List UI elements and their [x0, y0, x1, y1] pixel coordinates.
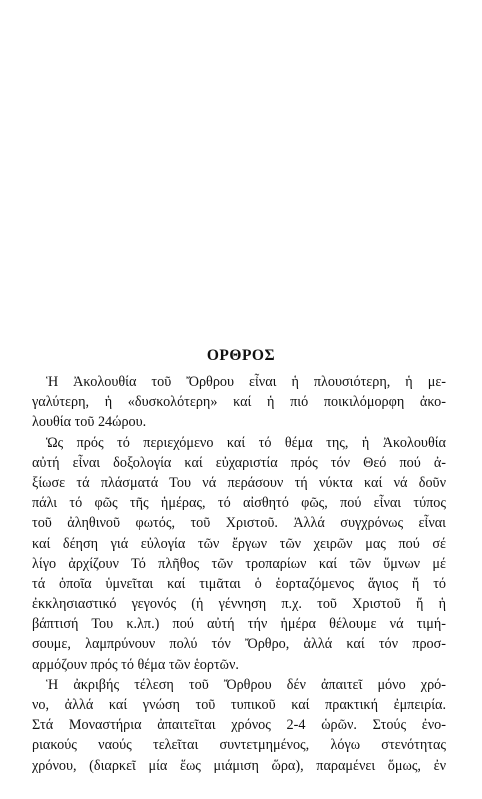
text-line: σουμε, λαμπρύνουν πολύ τόν Ὄρθρο, ἀλλά καί τόν προσ- [32, 636, 446, 653]
text-line: νο, ἀλλά καί γνώση τοῦ τυπικοῦ καί πρακτική ἐμπειρία. [32, 697, 446, 713]
text-line: τοῦ ἀληθινοῦ φωτός, τοῦ Χριστοῦ. Ἀλλά συγχρόνως εἶναι [32, 515, 446, 532]
text-line: βάπτισή Του κ.λπ.) πού αὐτή τήν ἡμέρα θέλουμε νά τιμή- [32, 616, 446, 633]
text-line: καί δέηση γιά εὐλογία τῶν ἔργων τῶν χειρῶν μας πού σέ [32, 535, 446, 552]
text-line: γαλύτερη, ἡ «δυσκολότερη» καί ἡ πιό ποικιλόμορφη ἀκο- [32, 394, 446, 411]
body-text [32, 372, 446, 776]
text-line: ξίωσε τά πλάσματά Του νά περάσουν τή νύκτα καί νά δοῦν [32, 474, 446, 491]
text-line: Στά Μοναστήρια ἀπαιτεῖται χρόνος 2-4 ὡρῶν. Στούς ἐνο- [32, 717, 446, 734]
text-line: ριακούς ναούς τελεῖται συντετμημένος, λόγω στενότητας [32, 737, 446, 754]
text-line: αὐτή εἶναι δοξολογία καί εὐχαριστία πρός τόν Θεό πού ἀ- [32, 454, 446, 471]
text-line: Ἡ Ἀκολουθία τοῦ Ὄρθρου εἶναι ἡ πλουσιότερη, ἡ με- [46, 374, 446, 390]
chapter-title: ΟΡΘΡΟΣ [206, 347, 276, 364]
text-line: τά ὁποῖα ὑμνεῖται καί τιμᾶται ὁ ἑορταζόμενος ἅγιος ἤ τό [32, 575, 446, 592]
text-line: λουθία τοῦ 24ώρου. [32, 414, 147, 431]
text-line: Ὡς πρός τό περιεχόμενο καί τό θέμα της, ἡ Ἀκολουθία [46, 434, 446, 451]
text-line: ἐκκλησιαστικό γεγονός (ἡ γέννηση π.χ. τοῦ Χριστοῦ ἤ ἡ [32, 596, 446, 613]
text-line: Ἡ ἀκριβής τέλεση τοῦ Ὄρθρου δέν ἀπαιτεῖ μόνο χρό- [46, 676, 446, 693]
text-line: πάλι τό φῶς τῆς ἡμέρας, τό αἰσθητό φῶς, πού εἶναι τύπος [32, 495, 446, 512]
text-line: λίγο ἀρχίζουν Τό πλῆθος τῶν τροπαρίων καί τῶν ὕμνων μέ [32, 555, 446, 572]
text-line: αρμόζουν πρός τό θέμα τῶν ἑορτῶν. [32, 656, 239, 673]
text-line: χρόνου, (διαρκεῖ μία ἕως μιάμιση ὥρα), παραμένει ὅμως, ἐν [32, 757, 446, 774]
